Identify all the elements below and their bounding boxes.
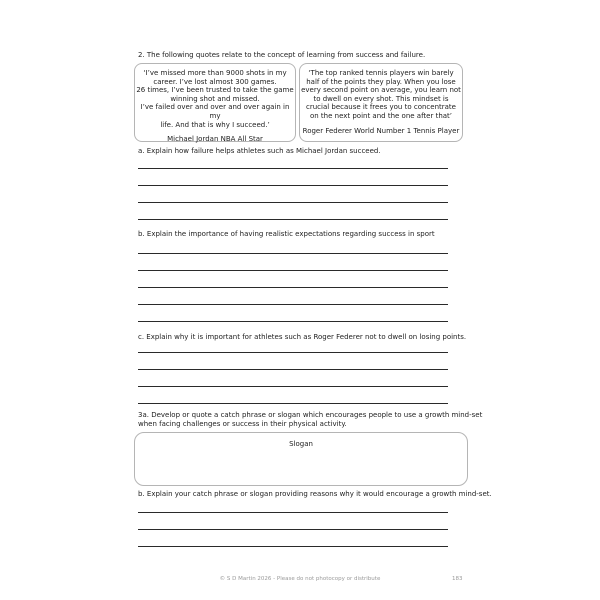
answer-line[interactable] xyxy=(138,287,448,288)
question-2c-prompt: c. Explain why it is important for athletes such as Roger Federer not to dwell on losing points. xyxy=(138,333,467,341)
quote-jordan-attribution: Michael Jordan NBA All Star xyxy=(167,135,263,144)
answer-line[interactable] xyxy=(138,546,448,547)
quote-jordan-text: ‘I’ve missed more than 9000 shots in my career. I’ve lost almost 300 games. 26 times, I’ve been trusted to take the game winning shot and missed. I’ve failed over and over and over again in my life. And that is why I succeed.’ xyxy=(136,69,294,129)
answer-line[interactable] xyxy=(138,321,448,322)
answer-line[interactable] xyxy=(138,168,448,169)
page-number: 183 xyxy=(452,576,463,582)
answer-line[interactable] xyxy=(138,369,448,370)
answer-line[interactable] xyxy=(138,529,448,530)
answer-line[interactable] xyxy=(138,512,448,513)
question-3a-prompt-line2: when facing challenges or success in their physical activity. xyxy=(138,420,347,428)
answer-line[interactable] xyxy=(138,253,448,254)
question-2a-prompt: a. Explain how failure helps athletes such as Michael Jordan succeed. xyxy=(138,147,381,155)
answer-line[interactable] xyxy=(138,202,448,203)
quote-box-federer xyxy=(299,63,463,142)
answer-line[interactable] xyxy=(138,352,448,353)
footer-copyright: © S D Martin 2026 - Please do not photocopy or distribute xyxy=(219,576,381,582)
quote-federer-text: ‘The top ranked tennis players win barely half of the points they play. When you lose every second point on average, you learn not to dwell on every shot. This mindset is crucial because it frees you to concentrate on the next point and the one after that’ xyxy=(301,69,461,120)
question-3b-prompt: b. Explain your catch phrase or slogan providing reasons why it would encourage a growth mind-set. xyxy=(138,490,492,498)
answer-line[interactable] xyxy=(138,270,448,271)
answer-line[interactable] xyxy=(138,386,448,387)
slogan-label: Slogan xyxy=(289,440,313,448)
slogan-box[interactable] xyxy=(134,432,468,486)
answer-line[interactable] xyxy=(138,219,448,220)
quote-box-jordan xyxy=(134,63,296,142)
answer-line[interactable] xyxy=(138,403,448,404)
quote-federer-attribution: Roger Federer World Number 1 Tennis Player xyxy=(302,126,460,135)
answer-line[interactable] xyxy=(138,185,448,186)
question-2b-prompt: b. Explain the importance of having realistic expectations regarding success in sport xyxy=(138,230,435,238)
question-3a-prompt-line1: 3a. Develop or quote a catch phrase or slogan which encourages people to use a growth mind-set xyxy=(138,411,483,419)
answer-line[interactable] xyxy=(138,304,448,305)
question-2-title: 2. The following quotes relate to the concept of learning from success and failure. xyxy=(138,51,426,59)
